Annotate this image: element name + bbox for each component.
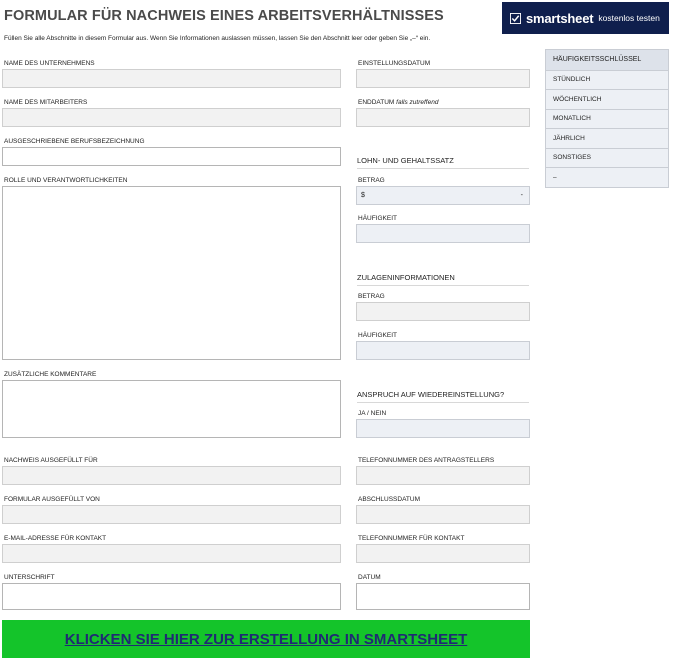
- frequency-key-list: [545, 49, 669, 188]
- brand-tagline: kostenlos testen: [598, 13, 660, 23]
- employee-name-label: NAME DES MITARBEITERS: [4, 99, 88, 106]
- contact-phone-label: TELEFONNUMMER FÜR KONTAKT: [358, 535, 465, 542]
- salary-frequency-label: HÄUFIGKEIT: [358, 215, 398, 222]
- frequency-key-heading: HÄUFIGKEITSSCHLÜSSEL: [546, 50, 668, 70]
- comments-label: ZUSÄTZLICHE KOMMENTARE: [4, 371, 97, 378]
- allowance-amount-field[interactable]: [356, 302, 530, 321]
- create-in-smartsheet-button[interactable]: [2, 620, 530, 658]
- salary-frequency-select[interactable]: [356, 224, 530, 243]
- job-title-label: AUSGESCHRIEBENE BERUFSBEZEICHNUNG: [4, 138, 145, 145]
- employee-name-field[interactable]: [2, 108, 341, 127]
- smartsheet-logo-icon: [510, 13, 521, 24]
- date-label: DATUM: [358, 574, 381, 581]
- frequency-key-item: STÜNDLICH: [546, 70, 668, 90]
- frequency-key-item: JÄHRLICH: [546, 128, 668, 148]
- allowance-section-heading: ZULAGENINFORMATIONEN: [357, 273, 529, 286]
- end-date-label-text: ENDDATUM: [358, 99, 395, 106]
- signature-label: UNTERSCHRIFT: [4, 574, 55, 581]
- salary-amount-field[interactable]: [356, 186, 530, 205]
- completion-date-field[interactable]: [356, 505, 530, 524]
- frequency-key-item: –: [546, 167, 668, 187]
- completed-by-field[interactable]: [2, 505, 341, 524]
- company-name-label: NAME DES UNTERNEHMENS: [4, 60, 95, 67]
- brand-name: smartsheet: [526, 10, 594, 26]
- end-date-field[interactable]: [356, 108, 530, 127]
- amount-placeholder-dash: -: [520, 192, 523, 199]
- start-date-field[interactable]: [356, 69, 530, 88]
- end-date-note: falls zutreffend: [396, 99, 439, 106]
- completed-by-label: FORMULAR AUSGEFÜLLT VON: [4, 496, 100, 503]
- verified-for-label: NACHWEIS AUSGEFÜLLT FÜR: [4, 457, 98, 464]
- comments-textarea[interactable]: [2, 380, 341, 438]
- currency-symbol: $: [361, 192, 365, 199]
- smartsheet-banner[interactable]: [502, 2, 669, 34]
- date-field[interactable]: [356, 583, 530, 610]
- role-label: ROLLE UND VERANTWORTLICHKEITEN: [4, 177, 128, 184]
- allowance-frequency-select[interactable]: [356, 341, 530, 360]
- allowance-frequency-label: HÄUFIGKEIT: [358, 332, 398, 339]
- rehire-select[interactable]: [356, 419, 530, 438]
- contact-email-field[interactable]: [2, 544, 341, 563]
- instructions-text: Füllen Sie alle Abschnitte in diesem Formular aus. Wenn Sie Informationen auslassen müssen, lassen Sie den Abschnitt leer oder geben Sie „–“ ein.: [4, 35, 431, 42]
- company-name-field[interactable]: [2, 69, 341, 88]
- role-textarea[interactable]: [2, 186, 341, 360]
- contact-email-label: E-MAIL-ADRESSE FÜR KONTAKT: [4, 535, 107, 542]
- end-date-label: [358, 99, 438, 106]
- verified-for-field[interactable]: [2, 466, 341, 485]
- salary-amount-label: BETRAG: [358, 177, 385, 184]
- salary-section-heading: LOHN- UND GEHALTSSATZ: [357, 156, 529, 169]
- page-title: FORMULAR FÜR NACHWEIS EINES ARBEITSVERHÄLTNISSES: [4, 8, 444, 24]
- start-date-label: EINSTELLUNGSDATUM: [358, 60, 431, 67]
- allowance-amount-label: BETRAG: [358, 293, 385, 300]
- frequency-key-item: MONATLICH: [546, 109, 668, 129]
- cta-link-text[interactable]: KLICKEN SIE HIER ZUR ERSTELLUNG IN SMARTSHEET: [64, 630, 468, 648]
- applicant-phone-label: TELEFONNUMMER DES ANTRAGSTELLERS: [358, 457, 495, 464]
- signature-field[interactable]: [2, 583, 341, 610]
- yes-no-label: JA / NEIN: [358, 410, 387, 417]
- rehire-section-heading: ANSPRUCH AUF WIEDEREINSTELLUNG?: [357, 390, 529, 403]
- frequency-key-item: SONSTIGES: [546, 148, 668, 168]
- frequency-key-item: WÖCHENTLICH: [546, 89, 668, 109]
- applicant-phone-field[interactable]: [356, 466, 530, 485]
- contact-phone-field[interactable]: [356, 544, 530, 563]
- completion-date-label: ABSCHLUSSDATUM: [358, 496, 421, 503]
- job-title-field[interactable]: [2, 147, 341, 166]
